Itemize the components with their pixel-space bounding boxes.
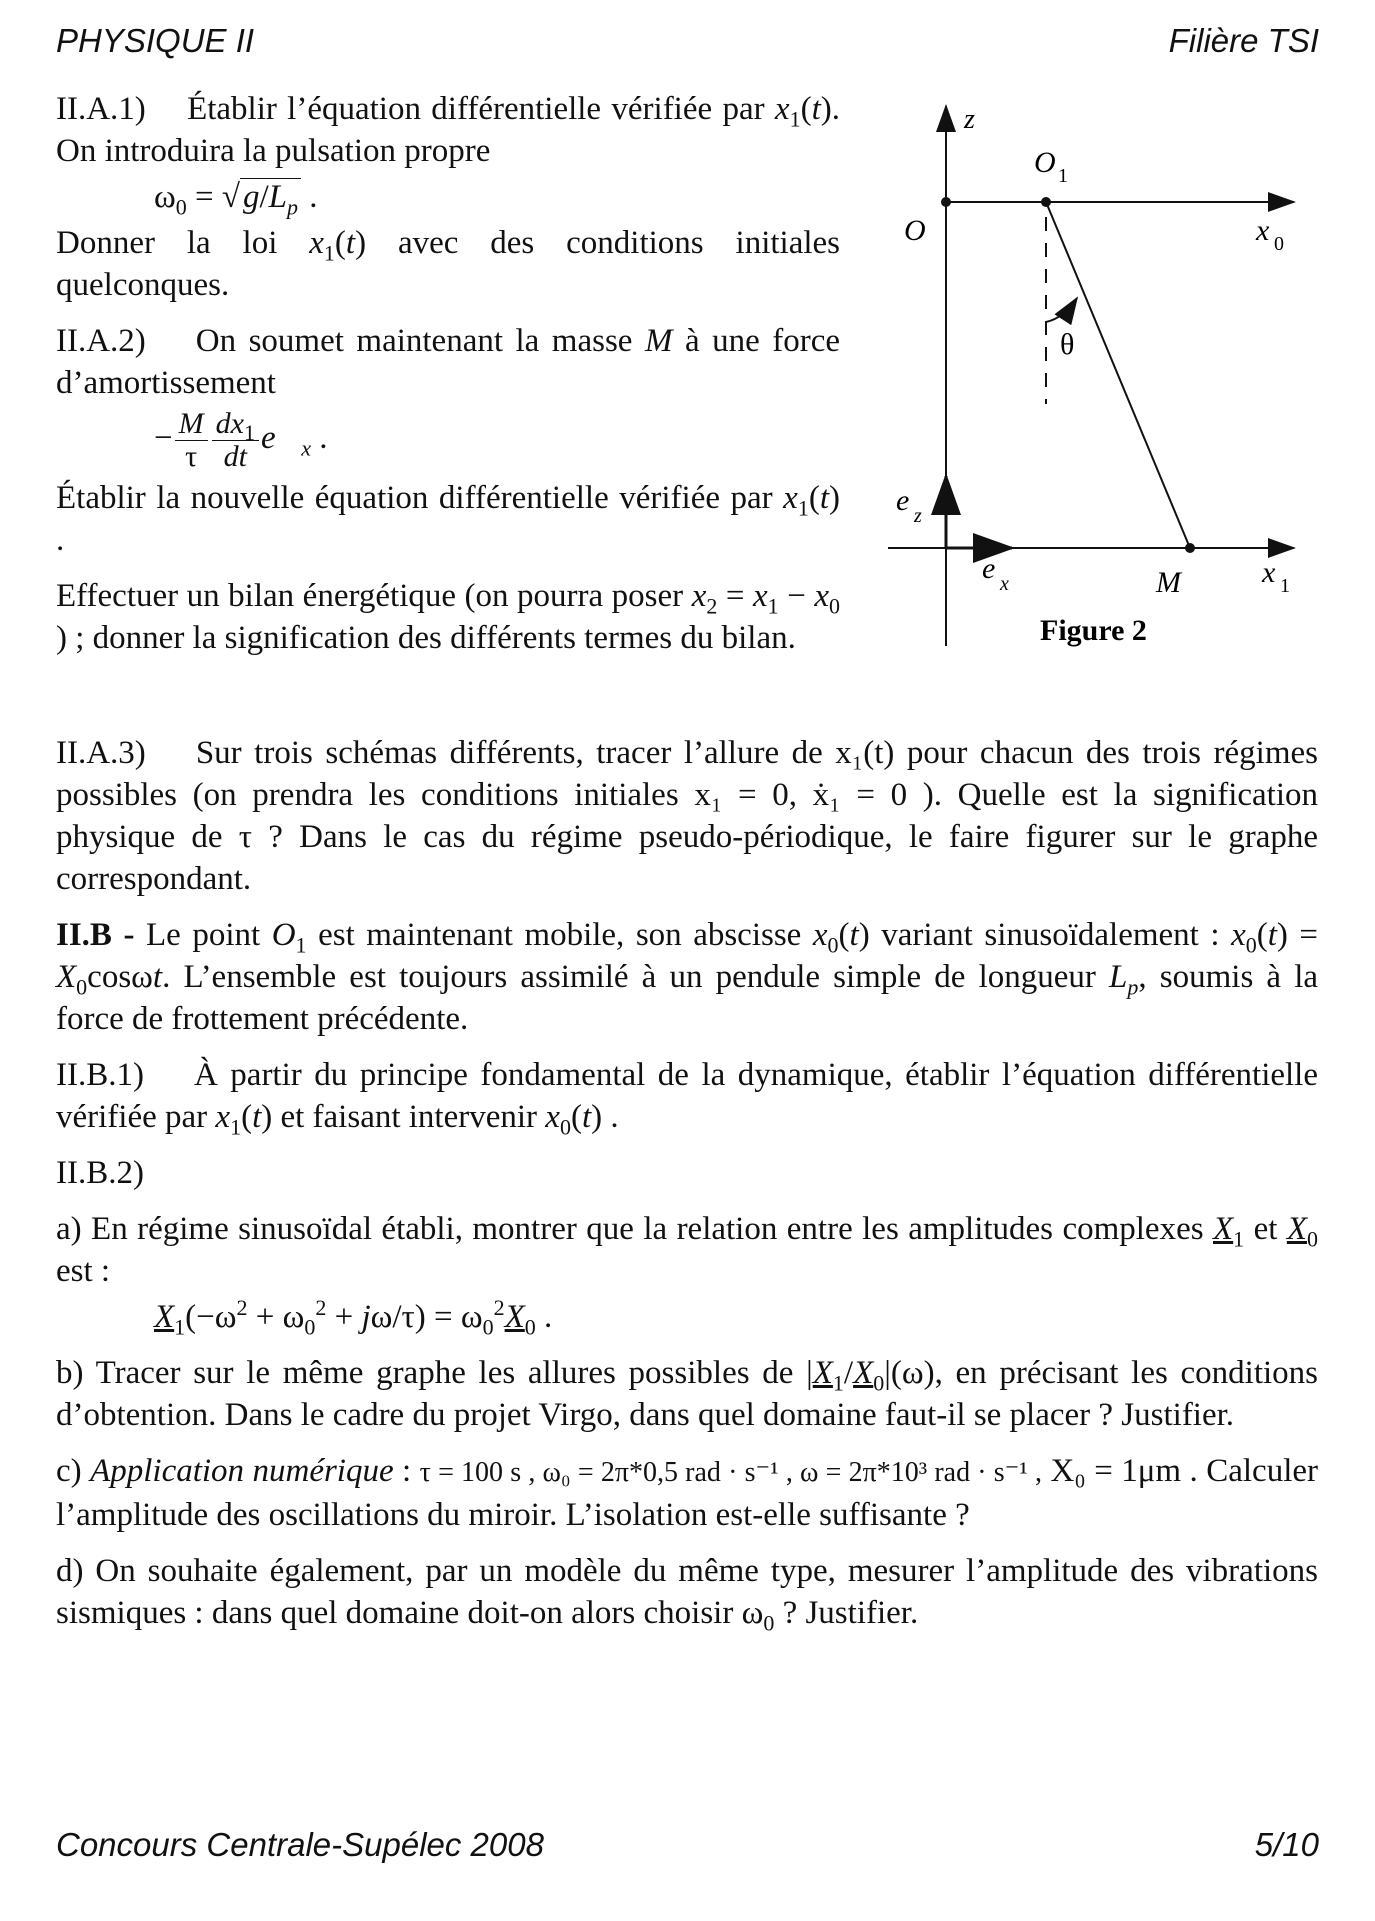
equation-complex-amplitudes: $X_1(-\omega^2 + \omega_0^2 + j\omega/\tau) = \omega_0^2X_0$ . [154, 1295, 553, 1340]
figure-caption: Figure 2 [1040, 614, 1147, 647]
point-M [1185, 543, 1195, 553]
question-II-B-2-label: II.B.2) [56, 1155, 144, 1191]
x0-subscript: 0 [1274, 233, 1284, 255]
text-donner-la-loi: Donner la loi $x_1(t)$ avec des conditions initiales quelconques. [56, 225, 841, 303]
equation-omega0: $\omega_0 = √g/L_p$ . [154, 179, 318, 220]
question-II-B-1: II.B.1) À partir du principe fondamental de la dynamique, établir l’équation différentielle vérifiée par $x_1(t)$ et faisant intervenir $x_0(t)$ . [56, 1057, 1318, 1140]
point-O [941, 197, 951, 207]
question-II-B-2-b: b) Tracer sur le même graphe les allures possibles de $|X_1/X_0|(\omega)$, en précisant les conditions d’obtention. Dans le cadre du projet Virgo, dans quel domaine faut-il se placer ? Justifier. [56, 1355, 1319, 1433]
ex-subscript: x [1000, 573, 1009, 595]
ex-label: e [982, 552, 996, 585]
x1-subscript: 1 [1280, 575, 1290, 597]
question-II-A-1: II.A.1) Établir l’équation différentielle vérifiée par $x_1(t)$. On introduira la pulsation propre [56, 91, 840, 169]
header-track: Filière TSI [1168, 22, 1319, 59]
x1-label: x [1262, 556, 1276, 589]
M-label: M [1156, 566, 1181, 599]
section-II-B-intro: II.B - Le point $O_1$ est maintenant mobile, son abscisse $x_0(t)$ variant sinusoïdalement : $x_0(t) = X_0\cos\omega t$. L’ensemble est toujours assimilé à un pendule simple de longueur $L_p$, soumis à la force de frottement précédente. [56, 917, 1319, 1037]
O1-subscript: 1 [1058, 165, 1068, 187]
footer-exam: Concours Centrale-Supélec 2008 [56, 1826, 544, 1863]
question-II-B-2-c: c) Application numérique : τ = 100 s , ω₀ = 2π*0,5 rad · s⁻¹ , ω = 2π*10³ rad · s⁻¹ , X₀ = 1μm . Calculer l’amplitude des oscillations du miroir. L’isolation est-elle suffisante ? [56, 1453, 1318, 1533]
question-II-A-3: II.A.3) Sur trois schémas différents, tracer l’allure de x₁(t) pour chacun des trois régimes possibles (on prendra les conditions initiales x₁ = 0, ẋ₁ = 0 ). Quelle est la signification physique de τ ? Dans le cas du régime pseudo-périodique, le faire figurer sur le graphe correspondant. [56, 735, 1318, 897]
pendulum-rod [1046, 202, 1190, 548]
O1-label: O [1034, 146, 1056, 179]
x0-label: x [1256, 214, 1270, 247]
section-main-text [56, 732, 1318, 1634]
equation-damping-force: − $\frac{M}{\tau}$ $\frac{dx_1}{dt}$ $e⃗_x$ . [154, 407, 328, 473]
text-bilan-energetique: Effectuer un bilan énergétique (on pourra poser $x_2 = x_1 - x_0$ ) ; donner la signification des différents termes du bilan. [56, 578, 840, 656]
question-II-A-2: II.A.2) On soumet maintenant la masse M à une force d’amortissement [56, 323, 841, 401]
O-label: O [904, 214, 926, 247]
question-II-B-2-a: a) En régime sinusoïdal établi, montrer que la relation entre les amplitudes complexes $X_1$ et $X_0$ est : [56, 1211, 1319, 1289]
z-label: z [964, 104, 975, 135]
text-nouvelle-equation: Établir la nouvelle équation différentielle vérifiée par $x_1(t)$ . [56, 480, 840, 558]
figure-2-pendulum-diagram [884, 92, 1324, 652]
theta-label: θ [1060, 328, 1075, 361]
angle-theta-arc [1046, 298, 1077, 322]
ez-label: e [896, 484, 910, 517]
header-subject: PHYSIQUE II [56, 22, 255, 59]
section-a-upper [56, 88, 840, 659]
question-II-B-2-d: d) On souhaite également, par un modèle du même type, mesurer l’amplitude des vibrations sismiques : dans quel domaine doit-on alors choisir $\omega_0$ ? Justifier. [56, 1553, 1318, 1636]
footer-page-number: 5/10 [1254, 1826, 1319, 1863]
ez-subscript: z [914, 505, 922, 527]
